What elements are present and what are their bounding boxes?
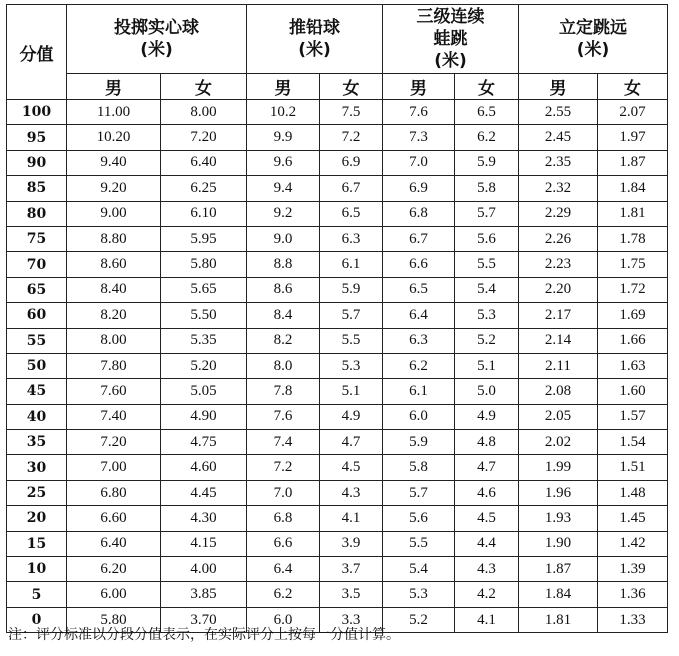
table-row — [7, 252, 668, 277]
value-cell: 5.3 — [455, 303, 519, 328]
value-cell: 9.0 — [247, 226, 320, 251]
value-cell: 5.4 — [455, 277, 519, 302]
table-row — [7, 125, 668, 150]
value-cell: 5.9 — [383, 430, 455, 455]
value-cell: 8.60 — [67, 252, 161, 277]
value-cell: 7.0 — [247, 480, 320, 505]
value-cell: 8.8 — [247, 252, 320, 277]
value-cell: 7.2 — [247, 455, 320, 480]
table-row — [7, 303, 668, 328]
value-cell: 1.33 — [598, 607, 668, 632]
value-cell: 5.50 — [161, 303, 247, 328]
footnote: 注：评分标准以分段分值表示，在实际评分上按每一分值计算。 — [8, 627, 400, 643]
value-cell: 1.78 — [598, 226, 668, 251]
table-row — [7, 557, 668, 582]
value-cell: 6.5 — [383, 277, 455, 302]
value-cell: 6.60 — [67, 506, 161, 531]
value-cell: 6.4 — [383, 303, 455, 328]
value-cell: 2.26 — [519, 226, 598, 251]
value-cell: 4.1 — [455, 607, 519, 632]
value-cell: 2.32 — [519, 176, 598, 201]
value-cell: 1.36 — [598, 582, 668, 607]
value-cell: 1.75 — [598, 252, 668, 277]
value-cell: 4.7 — [455, 455, 519, 480]
value-cell: 6.2 — [247, 582, 320, 607]
scoring-table-container — [6, 4, 668, 633]
score-cell: 15 — [7, 531, 67, 556]
value-cell: 5.20 — [161, 353, 247, 378]
score-cell: 70 — [7, 252, 67, 277]
value-cell: 5.1 — [320, 379, 383, 404]
score-cell: 75 — [7, 226, 67, 251]
score-column-header: 分值 — [7, 5, 67, 100]
male-header: 男 — [67, 74, 161, 100]
group-header-shot-ball — [67, 5, 247, 74]
value-cell: 5.8 — [455, 176, 519, 201]
value-cell: 6.9 — [320, 150, 383, 175]
value-cell: 5.65 — [161, 277, 247, 302]
table-row — [7, 455, 668, 480]
value-cell: 5.9 — [320, 277, 383, 302]
value-cell: 4.90 — [161, 404, 247, 429]
value-cell: 7.20 — [67, 430, 161, 455]
value-cell: 11.00 — [67, 100, 161, 125]
value-cell: 8.00 — [67, 328, 161, 353]
group-header-triple-jump — [383, 5, 519, 74]
score-cell: 80 — [7, 201, 67, 226]
score-cell: 100 — [7, 100, 67, 125]
score-cell: 90 — [7, 150, 67, 175]
value-cell: 1.84 — [598, 176, 668, 201]
value-cell: 5.5 — [320, 328, 383, 353]
table-header — [7, 5, 668, 100]
value-cell: 4.30 — [161, 506, 247, 531]
score-cell: 10 — [7, 557, 67, 582]
value-cell: 6.5 — [455, 100, 519, 125]
value-cell: 5.7 — [320, 303, 383, 328]
score-cell: 5 — [7, 582, 67, 607]
value-cell: 4.7 — [320, 430, 383, 455]
value-cell: 2.23 — [519, 252, 598, 277]
value-cell: 6.40 — [161, 150, 247, 175]
value-cell: 6.7 — [383, 226, 455, 251]
value-cell: 6.25 — [161, 176, 247, 201]
value-cell: 10.2 — [247, 100, 320, 125]
value-cell: 2.17 — [519, 303, 598, 328]
value-cell: 1.87 — [598, 150, 668, 175]
table-row — [7, 531, 668, 556]
value-cell: 1.42 — [598, 531, 668, 556]
value-cell: 4.75 — [161, 430, 247, 455]
value-cell: 6.80 — [67, 480, 161, 505]
value-cell: 7.40 — [67, 404, 161, 429]
value-cell: 4.2 — [455, 582, 519, 607]
value-cell: 8.80 — [67, 226, 161, 251]
group-title: 推铅球 — [289, 18, 340, 38]
value-cell: 2.08 — [519, 379, 598, 404]
score-cell: 0 — [7, 607, 67, 632]
score-cell: 25 — [7, 480, 67, 505]
table-row — [7, 150, 668, 175]
score-cell: 45 — [7, 379, 67, 404]
score-cell: 55 — [7, 328, 67, 353]
value-cell: 4.00 — [161, 557, 247, 582]
female-header: 女 — [598, 74, 668, 100]
value-cell: 4.9 — [320, 404, 383, 429]
value-cell: 6.00 — [67, 582, 161, 607]
value-cell: 6.3 — [383, 328, 455, 353]
group-title: 三级连续 — [416, 7, 485, 27]
table-row — [7, 379, 668, 404]
score-cell: 35 — [7, 430, 67, 455]
value-cell: 6.7 — [320, 176, 383, 201]
group-unit: (米) — [576, 40, 610, 60]
value-cell: 6.8 — [247, 506, 320, 531]
value-cell: 2.11 — [519, 353, 598, 378]
score-cell: 85 — [7, 176, 67, 201]
value-cell: 5.4 — [383, 557, 455, 582]
value-cell: 5.9 — [455, 150, 519, 175]
value-cell: 2.55 — [519, 100, 598, 125]
score-cell: 65 — [7, 277, 67, 302]
value-cell: 6.2 — [455, 125, 519, 150]
value-cell: 7.6 — [247, 404, 320, 429]
value-cell: 3.70 — [161, 607, 247, 632]
value-cell: 5.5 — [383, 531, 455, 556]
table-body — [7, 100, 668, 633]
value-cell: 1.57 — [598, 404, 668, 429]
group-title: 立定跳远 — [559, 18, 627, 38]
value-cell: 4.3 — [455, 557, 519, 582]
value-cell: 7.2 — [320, 125, 383, 150]
value-cell: 1.60 — [598, 379, 668, 404]
value-cell: 2.14 — [519, 328, 598, 353]
score-cell: 60 — [7, 303, 67, 328]
value-cell: 2.05 — [519, 404, 598, 429]
value-cell: 2.29 — [519, 201, 598, 226]
value-cell: 5.05 — [161, 379, 247, 404]
score-cell: 20 — [7, 506, 67, 531]
value-cell: 5.0 — [455, 379, 519, 404]
table-row — [7, 353, 668, 378]
value-cell: 3.85 — [161, 582, 247, 607]
value-cell: 7.0 — [383, 150, 455, 175]
value-cell: 5.7 — [455, 201, 519, 226]
value-cell: 8.0 — [247, 353, 320, 378]
table-row — [7, 226, 668, 251]
group-unit: (米) — [140, 40, 173, 60]
value-cell: 5.7 — [383, 480, 455, 505]
value-cell: 1.66 — [598, 328, 668, 353]
table-row — [7, 430, 668, 455]
value-cell: 6.6 — [383, 252, 455, 277]
value-cell: 6.20 — [67, 557, 161, 582]
value-cell: 9.9 — [247, 125, 320, 150]
value-cell: 5.80 — [67, 607, 161, 632]
table-row — [7, 277, 668, 302]
value-cell: 4.8 — [455, 430, 519, 455]
value-cell: 7.20 — [161, 125, 247, 150]
value-cell: 5.6 — [383, 506, 455, 531]
value-cell: 8.4 — [247, 303, 320, 328]
table-row — [7, 328, 668, 353]
value-cell: 6.1 — [383, 379, 455, 404]
value-cell: 9.20 — [67, 176, 161, 201]
value-cell: 7.60 — [67, 379, 161, 404]
value-cell: 7.6 — [383, 100, 455, 125]
scoring-table — [6, 4, 668, 633]
score-cell: 50 — [7, 353, 67, 378]
value-cell: 5.3 — [320, 353, 383, 378]
value-cell: 8.00 — [161, 100, 247, 125]
value-cell: 1.81 — [519, 607, 598, 632]
male-header: 男 — [383, 74, 455, 100]
value-cell: 4.6 — [455, 480, 519, 505]
group-title: 投掷实心球 — [114, 18, 199, 38]
value-cell: 2.02 — [519, 430, 598, 455]
value-cell: 6.8 — [383, 201, 455, 226]
male-header: 男 — [519, 74, 598, 100]
value-cell: 5.3 — [383, 582, 455, 607]
female-header: 女 — [161, 74, 247, 100]
value-cell: 1.45 — [598, 506, 668, 531]
value-cell: 1.48 — [598, 480, 668, 505]
value-cell: 1.96 — [519, 480, 598, 505]
value-cell: 7.4 — [247, 430, 320, 455]
table-row — [7, 582, 668, 607]
value-cell: 7.8 — [247, 379, 320, 404]
value-cell: 9.4 — [247, 176, 320, 201]
female-header: 女 — [320, 74, 383, 100]
value-cell: 7.5 — [320, 100, 383, 125]
female-header: 女 — [455, 74, 519, 100]
value-cell: 5.1 — [455, 353, 519, 378]
value-cell: 2.35 — [519, 150, 598, 175]
value-cell: 5.8 — [383, 455, 455, 480]
value-cell: 4.45 — [161, 480, 247, 505]
group-title-line2: 蛙跳 — [433, 29, 468, 49]
value-cell: 4.15 — [161, 531, 247, 556]
value-cell: 9.40 — [67, 150, 161, 175]
value-cell: 1.87 — [519, 557, 598, 582]
value-cell: 6.6 — [247, 531, 320, 556]
value-cell: 5.35 — [161, 328, 247, 353]
table-row — [7, 201, 668, 226]
value-cell: 7.80 — [67, 353, 161, 378]
value-cell: 1.39 — [598, 557, 668, 582]
table-row — [7, 404, 668, 429]
value-cell: 1.99 — [519, 455, 598, 480]
value-cell: 5.2 — [383, 607, 455, 632]
value-cell: 5.6 — [455, 226, 519, 251]
value-cell: 7.3 — [383, 125, 455, 150]
value-cell: 8.6 — [247, 277, 320, 302]
value-cell: 1.81 — [598, 201, 668, 226]
value-cell: 1.69 — [598, 303, 668, 328]
value-cell: 6.0 — [383, 404, 455, 429]
score-cell: 95 — [7, 125, 67, 150]
value-cell: 1.63 — [598, 353, 668, 378]
value-cell: 4.1 — [320, 506, 383, 531]
group-unit: (米) — [434, 51, 467, 71]
value-cell: 1.90 — [519, 531, 598, 556]
value-cell: 8.2 — [247, 328, 320, 353]
group-unit: (米) — [298, 40, 331, 60]
value-cell: 6.1 — [320, 252, 383, 277]
table-row — [7, 100, 668, 125]
value-cell: 2.45 — [519, 125, 598, 150]
value-cell: 6.40 — [67, 531, 161, 556]
value-cell: 7.00 — [67, 455, 161, 480]
value-cell: 2.07 — [598, 100, 668, 125]
group-header-standing-jump — [519, 5, 668, 74]
value-cell: 5.2 — [455, 328, 519, 353]
value-cell: 3.7 — [320, 557, 383, 582]
value-cell: 1.54 — [598, 430, 668, 455]
value-cell: 1.72 — [598, 277, 668, 302]
value-cell: 4.4 — [455, 531, 519, 556]
table-row — [7, 480, 668, 505]
value-cell: 4.5 — [455, 506, 519, 531]
value-cell: 5.5 — [455, 252, 519, 277]
value-cell: 6.4 — [247, 557, 320, 582]
value-cell: 3.3 — [320, 607, 383, 632]
value-cell: 8.20 — [67, 303, 161, 328]
value-cell: 1.84 — [519, 582, 598, 607]
value-cell: 6.3 — [320, 226, 383, 251]
score-cell: 40 — [7, 404, 67, 429]
value-cell: 1.97 — [598, 125, 668, 150]
value-cell: 4.3 — [320, 480, 383, 505]
value-cell: 4.5 — [320, 455, 383, 480]
male-header: 男 — [247, 74, 320, 100]
value-cell: 1.51 — [598, 455, 668, 480]
value-cell: 4.9 — [455, 404, 519, 429]
value-cell: 6.9 — [383, 176, 455, 201]
table-row — [7, 176, 668, 201]
value-cell: 5.80 — [161, 252, 247, 277]
score-cell: 30 — [7, 455, 67, 480]
value-cell: 10.20 — [67, 125, 161, 150]
value-cell: 6.10 — [161, 201, 247, 226]
value-cell: 6.2 — [383, 353, 455, 378]
value-cell: 1.93 — [519, 506, 598, 531]
value-cell: 2.20 — [519, 277, 598, 302]
value-cell: 8.40 — [67, 277, 161, 302]
group-header-shot-put — [247, 5, 383, 74]
value-cell: 5.95 — [161, 226, 247, 251]
table-row — [7, 506, 668, 531]
value-cell: 9.6 — [247, 150, 320, 175]
value-cell: 9.00 — [67, 201, 161, 226]
value-cell: 3.5 — [320, 582, 383, 607]
value-cell: 4.60 — [161, 455, 247, 480]
value-cell: 9.2 — [247, 201, 320, 226]
value-cell: 3.9 — [320, 531, 383, 556]
value-cell: 6.5 — [320, 201, 383, 226]
value-cell: 6.0 — [247, 607, 320, 632]
